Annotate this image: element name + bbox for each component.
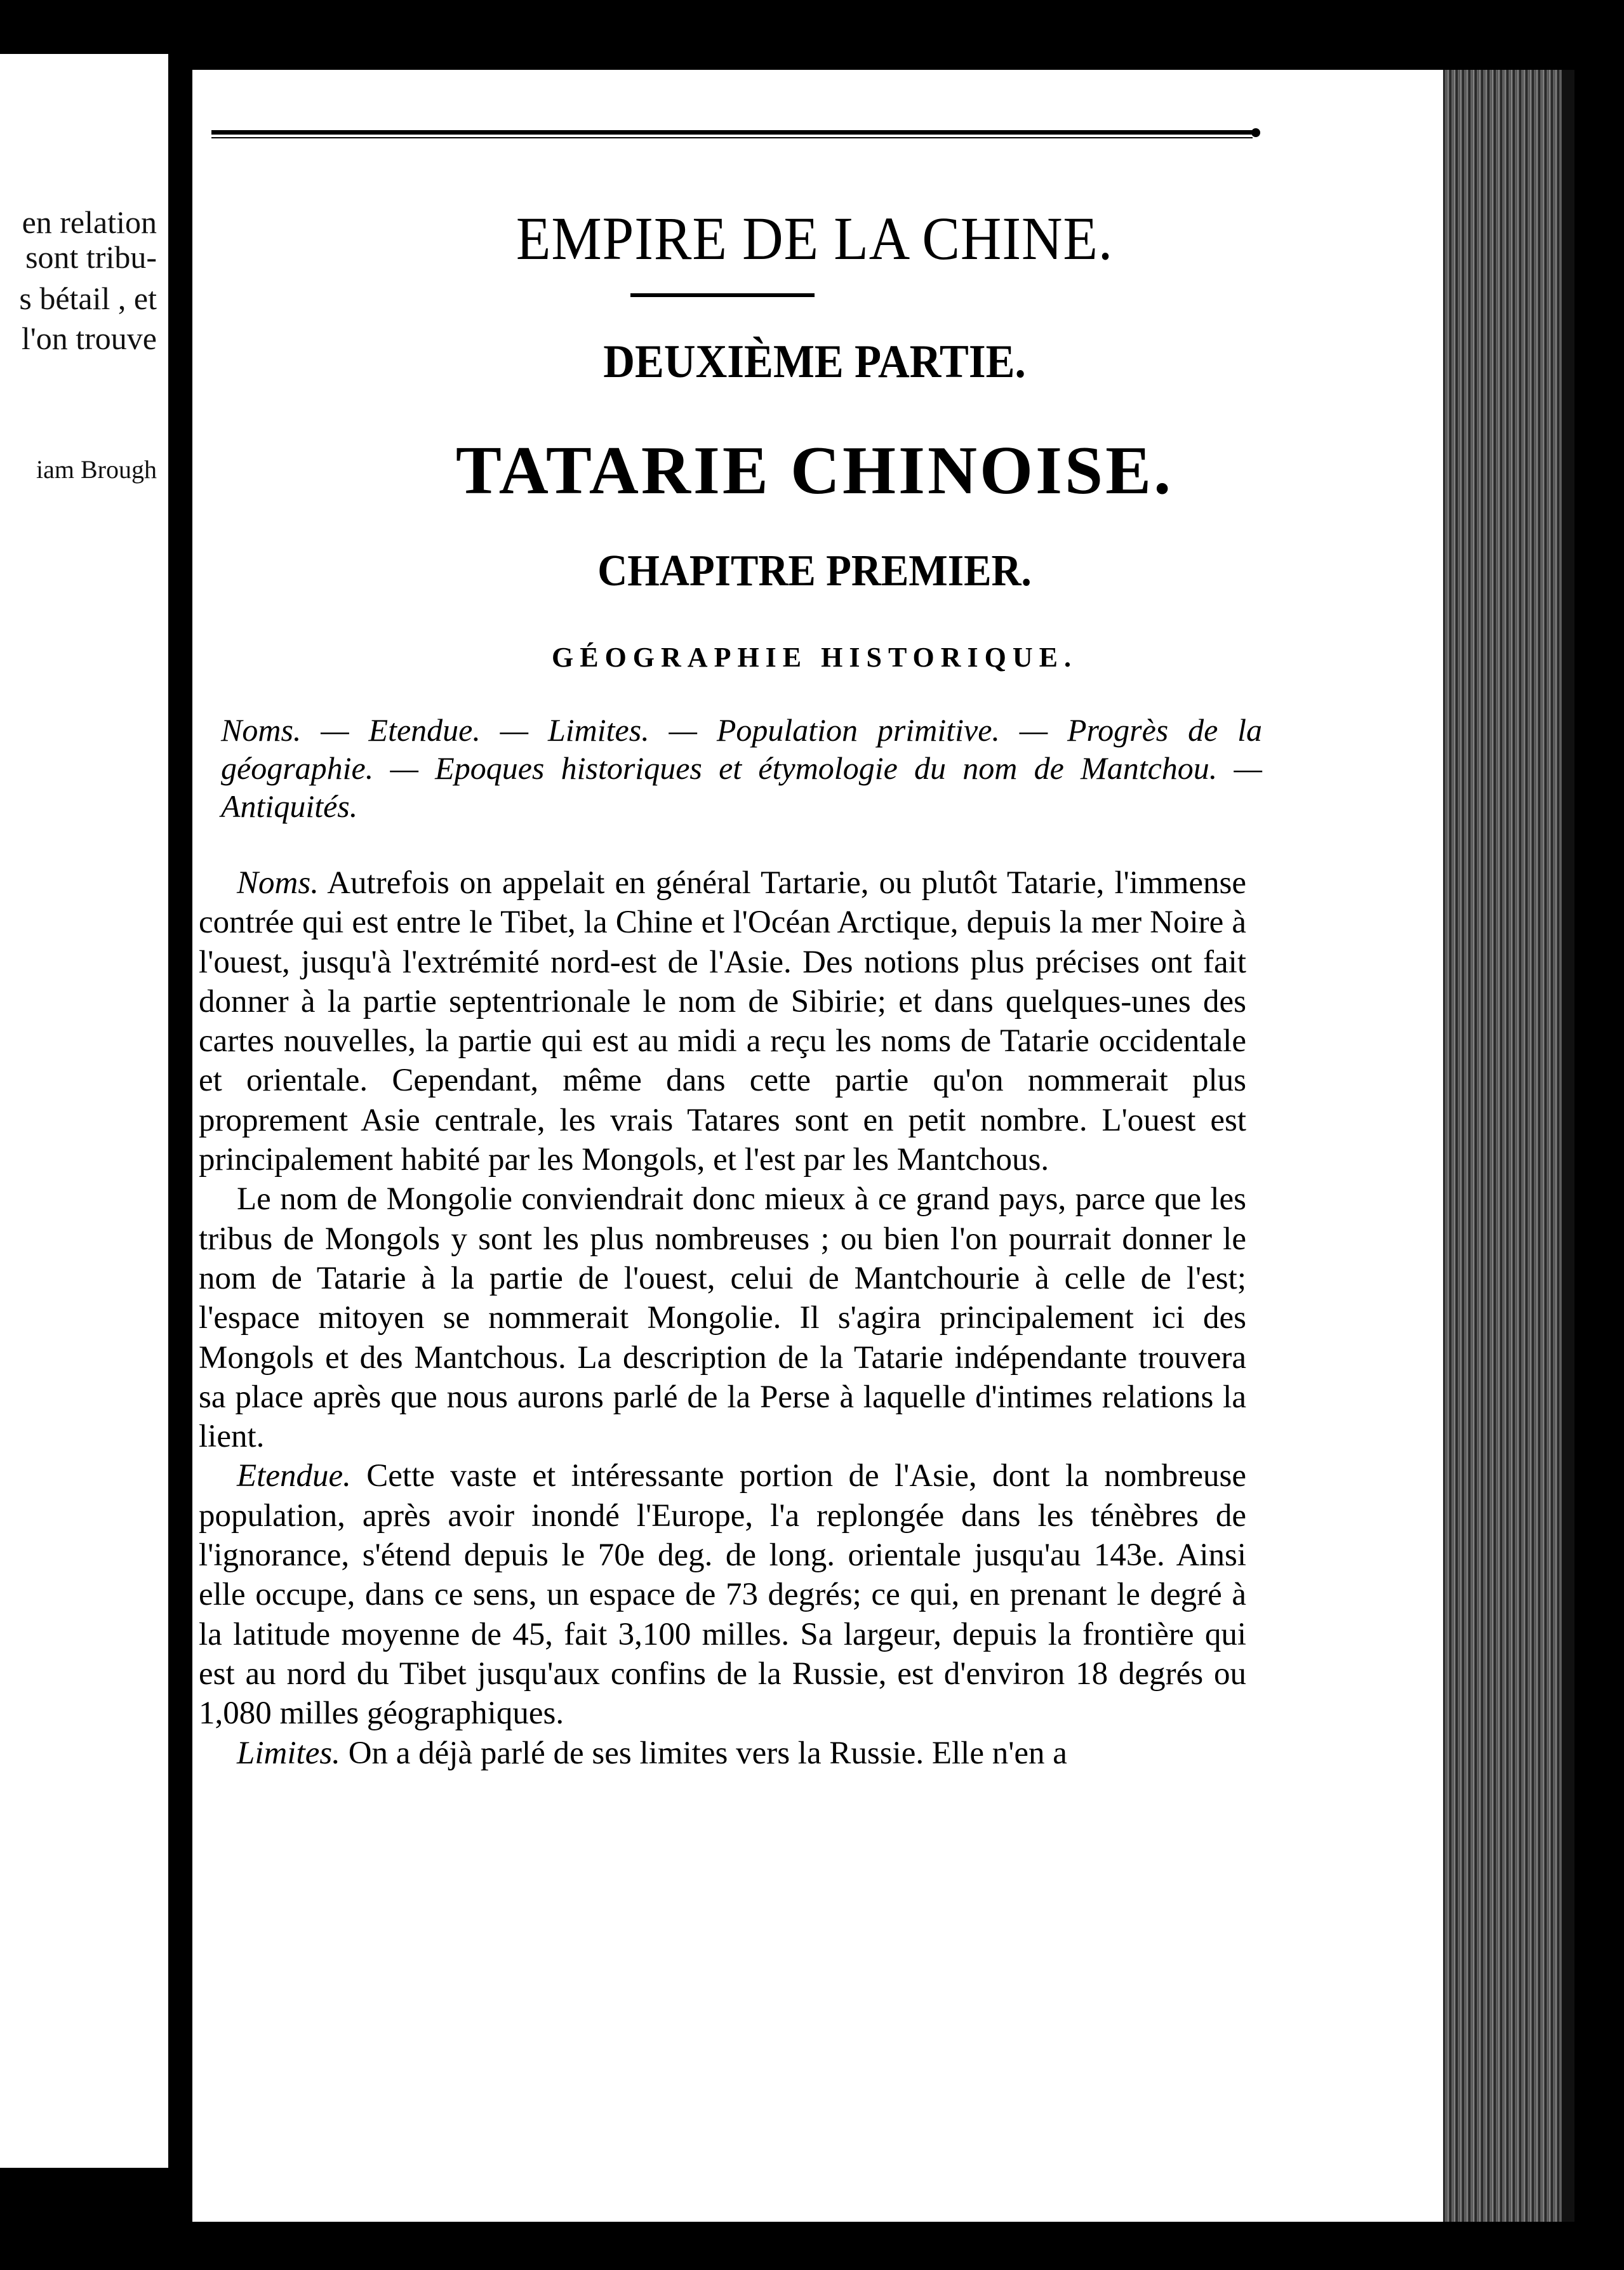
top-double-rule	[211, 130, 1253, 138]
chapter-summary: Noms. — Etendue. — Limites. — Population primitive. — Progrès de la géographie. — Epoques historiques et étymologie du nom de Mantchou. — Antiquités.	[221, 712, 1262, 824]
section-heading: GÉOGRAPHIE HISTORIQUE.	[552, 642, 1077, 673]
left-page-line: l'on trouve	[21, 321, 157, 356]
paragraph-lead: Noms.	[237, 865, 319, 901]
paragraph	[192, 1179, 1246, 1456]
paragraph-text: Cette vaste et intéressante portion de l'Asie, dont la nombreuse population, après avoir inondé l'Europe, l'a replongée dans les ténèbres de l'ignorance, s'étend depuis le 70e deg. de long. orientale jusqu'au 143e. Ainsi elle occupe, dans ce sens, un espace de 73 degrés; ce qui, en prenant le degré à la latitude moyenne de 45, fait 3,100 milles. Sa largeur, depuis la frontière qui est au nord du Tibet jusqu'aux confins de la Russie, est d'environ 18 degrés ou 1,080 milles géographiques.	[199, 1458, 1246, 1732]
page-edges	[1443, 70, 1570, 2222]
paragraph-lead: Etendue.	[237, 1458, 351, 1494]
paragraph	[192, 863, 1246, 1179]
title-divider	[630, 293, 815, 297]
body-text	[192, 863, 1246, 1773]
page-title: EMPIRE DE LA CHINE.	[516, 204, 1114, 272]
left-page-fragment	[0, 54, 168, 2168]
chapter-heading: CHAPITRE PREMIER.	[597, 547, 1032, 595]
left-page-line: iam Brough	[36, 455, 157, 484]
paragraph	[192, 1734, 1246, 1773]
page-edges-shadow	[1562, 70, 1574, 2222]
part-heading: DEUXIÈME PARTIE.	[603, 336, 1026, 388]
book-gutter	[168, 38, 192, 2209]
left-page-line: en relation	[22, 204, 157, 240]
paragraph-text: Autrefois on appelait en général Tartarie, ou plutôt Tatarie, l'immense contrée qui est entre le Tibet, la Chine et l'Océan Arctique, depuis la mer Noire à l'ouest, jusqu'à l'extrémité nord-est de l'Asie. Des notions plus précises ont fait donner à la partie septentrionale le nom de Sibirie; et dans quelques-unes des cartes nouvelles, la partie qui est au midi a reçu les noms de Tatarie occidentale et orientale. Cependant, même dans cette partie qu'on nommerait plus proprement Asie centrale, les vrais Tatares sont en petit nombre. L'ouest est principalement habité par les Mongols, et l'est par les Mantchous.	[199, 865, 1246, 1178]
main-page	[192, 70, 1443, 2222]
left-page-line: sont tribu-	[25, 239, 157, 275]
region-heading: TATARIE CHINOISE.	[455, 433, 1174, 508]
paragraph-lead: Limites.	[237, 1735, 340, 1771]
left-page-line: s bétail , et	[19, 281, 157, 316]
paragraph-text: On a déjà parlé de ses limites vers la Russie. Elle n'en a	[340, 1735, 1067, 1771]
rule-ornament	[1251, 128, 1260, 137]
paragraph-text: Le nom de Mongolie conviendrait donc mieux à ce grand pays, parce que les tribus de Mongols y sont les plus nombreuses ; ou bien l'on pourrait donner le nom de Tatarie à la partie de l'ouest, celui de Mantchourie à celle de l'est; l'espace mitoyen se nommerait Mongolie. Il s'agira principalement ici des Mongols et des Mantchous. La description de la Tatarie indépendante trouvera sa place après que nous aurons parlé de la Perse à laquelle d'intimes relations la lient.	[199, 1181, 1246, 1455]
paragraph	[192, 1456, 1246, 1733]
